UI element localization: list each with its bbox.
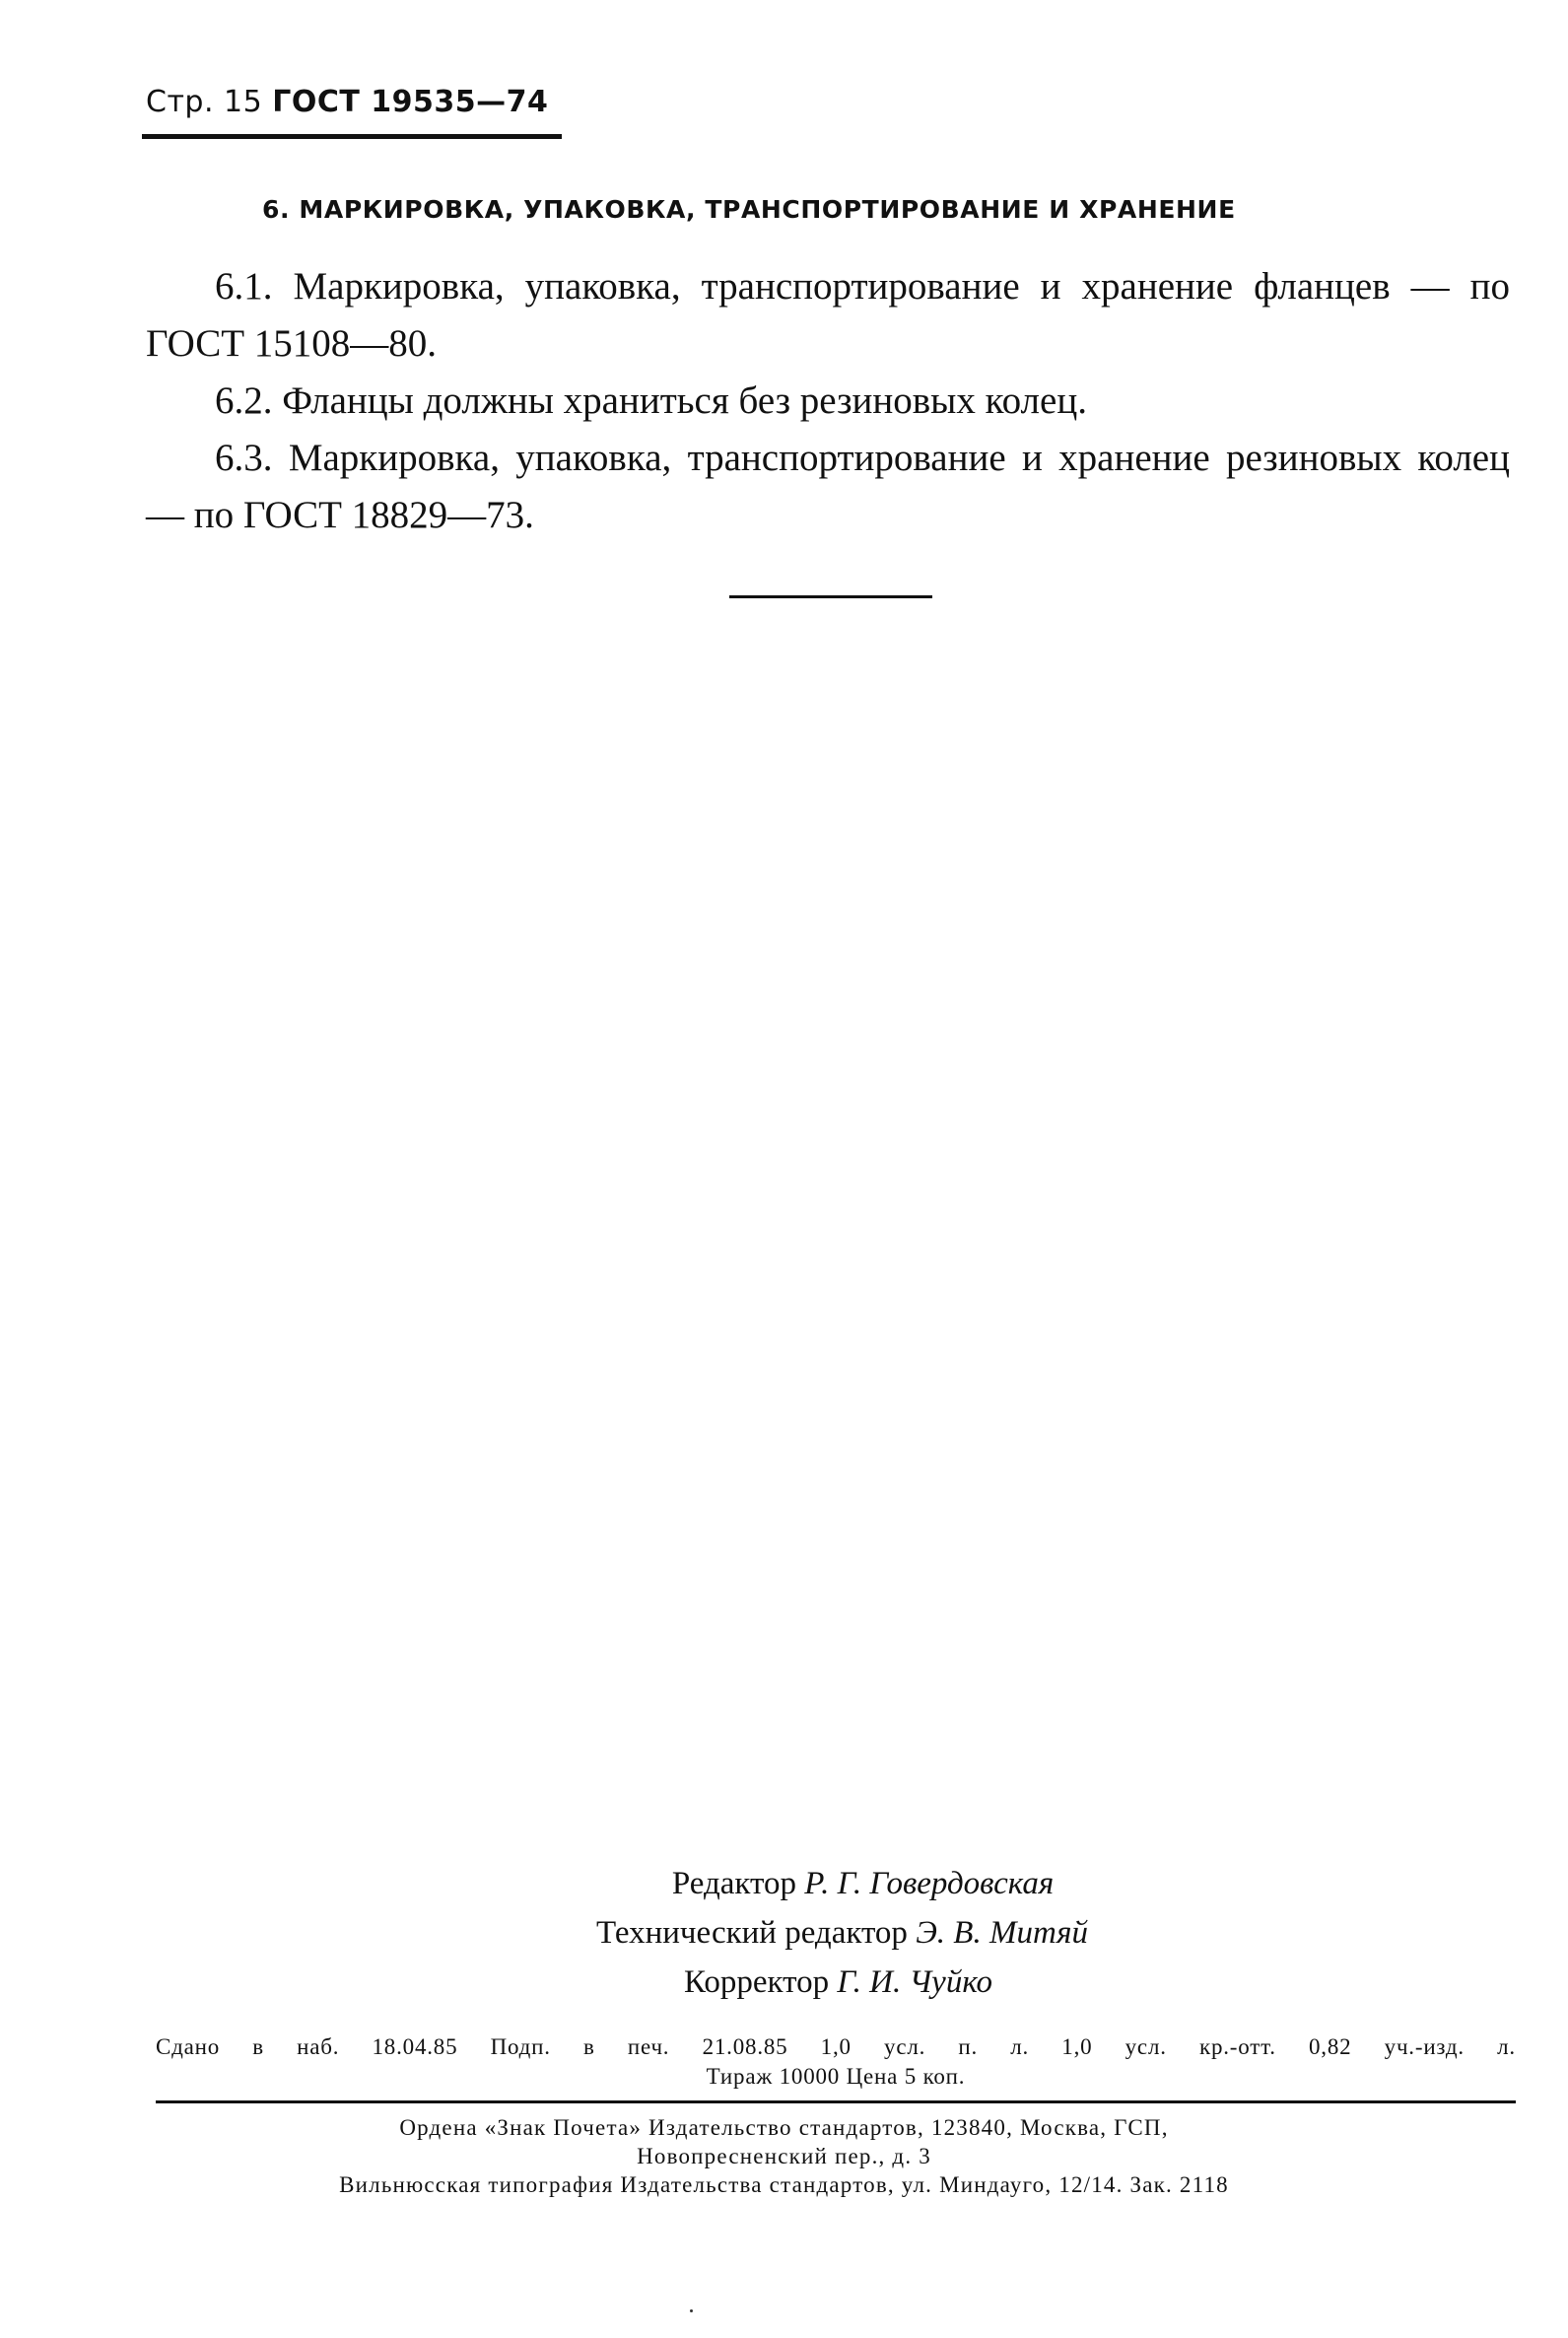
imprint-block bbox=[156, 2032, 1516, 2092]
section-heading: 6. МАРКИРОВКА, УПАКОВКА, ТРАНСПОРТИРОВАНИЕ И ХРАНЕНИЕ bbox=[262, 195, 1236, 224]
header-rule bbox=[142, 134, 562, 139]
credit-tech-editor bbox=[0, 1908, 1568, 1958]
editor-role: Редактор bbox=[671, 1866, 796, 1901]
publisher-line-1: Ордена «Знак Почета» Издательство стандартов, 123840, Москва, ГСП, bbox=[399, 2115, 1169, 2140]
editor-name: Р. Г. Говердовская bbox=[804, 1866, 1055, 1901]
paragraph-6-3: 6.3. Маркировка, упаковка, транспортирование и хранение резиновых колец — по ГОСТ 18829—73. bbox=[146, 437, 1510, 536]
standard-number: ГОСТ 19535—74 bbox=[272, 85, 549, 119]
paragraph-6-2: 6.2. Фланцы должны храниться без резиновых колец. bbox=[215, 379, 1087, 422]
proofreader-name: Г. И. Чуйко bbox=[837, 1964, 993, 2000]
proofreader-role: Корректор bbox=[683, 1964, 830, 2000]
credit-proofreader bbox=[0, 1958, 1568, 2007]
tech-editor-name: Э. В. Митяй bbox=[916, 1915, 1089, 1951]
section-end-rule bbox=[729, 595, 932, 598]
section-body bbox=[146, 258, 1510, 544]
page-header bbox=[146, 85, 548, 119]
credits-block bbox=[0, 1859, 1568, 2007]
publisher-line-3: Вильнюсская типография Издательства стандартов, ул. Миндауго, 12/14. Зак. 2118 bbox=[339, 2172, 1229, 2197]
imprint-print-data: Сдано в наб. 18.04.85 Подп. в печ. 21.08.85 1,0 усл. п. л. 1,0 усл. кр.-отт. 0,82 уч.-изд. л. bbox=[156, 2034, 1516, 2059]
imprint-circulation: Тираж 10000 Цена 5 коп. bbox=[706, 2064, 966, 2089]
publisher-line-2: Новопресненский пер., д. 3 bbox=[637, 2144, 931, 2168]
credit-editor bbox=[0, 1859, 1568, 1908]
paragraph-6-1: 6.1. Маркировка, упаковка, транспортирование и хранение фланцев — по ГОСТ 15108—80. bbox=[146, 265, 1510, 365]
publisher-block bbox=[0, 2113, 1568, 2199]
tech-editor-role: Технический редактор bbox=[595, 1915, 908, 1951]
page-number: Стр. 15 bbox=[146, 85, 263, 119]
imprint-rule bbox=[156, 2100, 1516, 2103]
scan-speck bbox=[690, 2309, 693, 2312]
